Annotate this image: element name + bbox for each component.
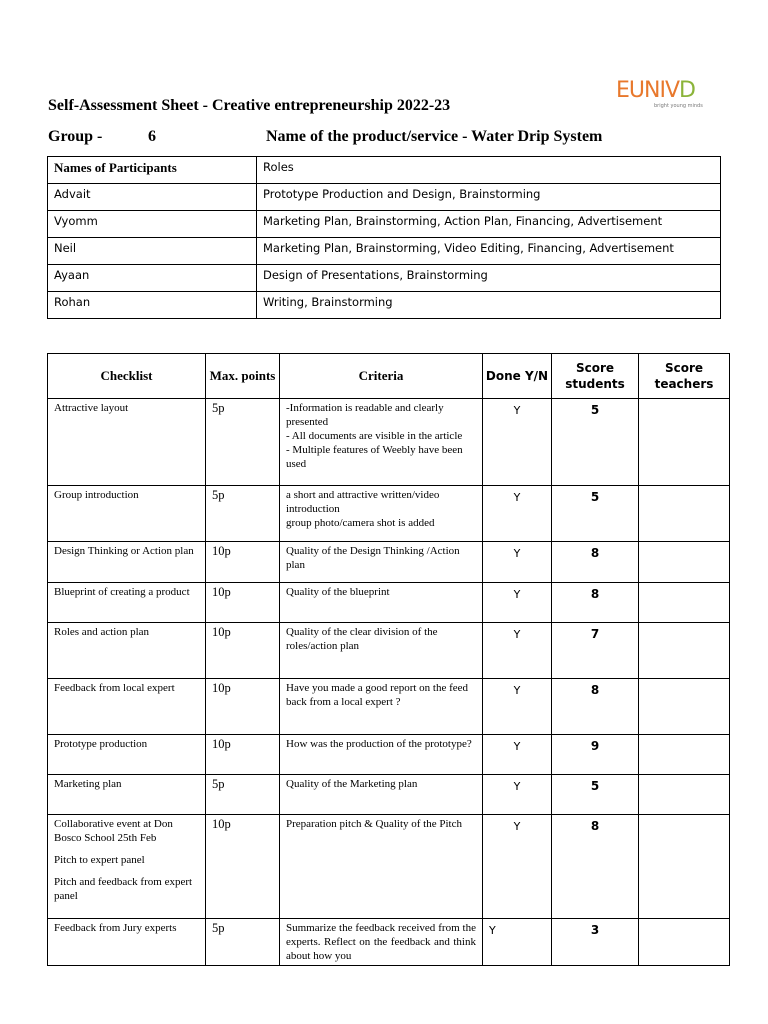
checklist-item [48, 679, 206, 735]
checklist-item-line: Group introduction [54, 489, 139, 501]
checklist-item [48, 399, 206, 486]
checklist-table [47, 353, 730, 966]
header-max-points: Max. points [206, 354, 280, 399]
done-cell: Y [483, 815, 552, 919]
participant-name: Neil [48, 238, 257, 265]
criteria-cell: Have you made a good report on the feed back from a local expert ? [280, 679, 483, 735]
score-teachers-cell[interactable] [639, 735, 730, 775]
max-points-cell: 10p [206, 623, 280, 679]
score-students-cell: 5 [552, 486, 639, 542]
criteria-cell: Summarize the feedback received from the experts. Reflect on the feedback and think about how you [280, 919, 483, 966]
done-cell: Y [483, 542, 552, 583]
max-points-cell: 10p [206, 583, 280, 623]
checklist-item-line: Design Thinking or Action plan [54, 545, 194, 557]
checklist-item-line: Pitch and feedback from expert panel [54, 876, 193, 902]
done-cell: Y [483, 399, 552, 486]
checklist-item [48, 775, 206, 815]
checklist-row [48, 735, 730, 775]
checklist-item-line: Feedback from local expert [54, 682, 175, 694]
checklist-item-line: Feedback from Jury experts [54, 922, 177, 934]
checklist-item-line: Prototype production [54, 738, 148, 750]
score-students-cell: 9 [552, 735, 639, 775]
score-students-cell: 8 [552, 542, 639, 583]
criteria-cell: How was the production of the prototype? [280, 735, 483, 775]
score-teachers-cell[interactable] [639, 542, 730, 583]
participant-roles: Writing, Brainstorming [257, 292, 721, 319]
product-name: Name of the product/service - Water Drip System [266, 128, 603, 145]
header-score-students: Score students [552, 354, 639, 399]
checklist-item-line: Attractive layout [54, 402, 129, 414]
score-teachers-cell[interactable] [639, 623, 730, 679]
max-points-cell: 5p [206, 486, 280, 542]
score-students-cell: 3 [552, 919, 639, 966]
criteria-cell: Quality of the Design Thinking /Action plan [280, 542, 483, 583]
participant-roles: Marketing Plan, Brainstorming, Video Editing, Financing, Advertisement [257, 238, 721, 265]
score-teachers-cell[interactable] [639, 399, 730, 486]
done-cell: Y [483, 775, 552, 815]
checklist-row [48, 679, 730, 735]
checklist-item [48, 815, 206, 919]
done-cell: Y [483, 486, 552, 542]
criteria-cell: -Information is readable and clearly presented - All documents are visible in the article - Multiple features of Weebly have been used [280, 399, 483, 486]
checklist-row [48, 623, 730, 679]
sheet-title: Self-Assessment Sheet - Creative entrepreneurship 2022-23 [48, 97, 451, 114]
checklist-item [48, 542, 206, 583]
group-line [48, 128, 728, 150]
checklist-item [48, 623, 206, 679]
participant-row [48, 184, 721, 211]
header-checklist: Checklist [48, 354, 206, 399]
max-points-cell: 10p [206, 815, 280, 919]
checklist-item [48, 919, 206, 966]
score-teachers-cell[interactable] [639, 815, 730, 919]
max-points-cell: 5p [206, 919, 280, 966]
participants-header-roles: Roles [257, 157, 721, 184]
score-teachers-cell[interactable] [639, 919, 730, 966]
euniwd-logo [612, 76, 722, 112]
checklist-item-line: Collaborative event at Don Bosco School 25th Feb [54, 818, 173, 844]
criteria-cell: Quality of the blueprint [280, 583, 483, 623]
score-students-cell: 8 [552, 679, 639, 735]
checklist-item-line: Pitch to expert panel [54, 854, 145, 866]
criteria-cell: Preparation pitch & Quality of the Pitch [280, 815, 483, 919]
checklist-item [48, 486, 206, 542]
checklist-row [48, 542, 730, 583]
participants-table [47, 156, 721, 319]
score-students-cell: 8 [552, 583, 639, 623]
checklist-item-line: Roles and action plan [54, 626, 150, 638]
score-students-cell: 8 [552, 815, 639, 919]
header-score-teachers: Score teachers [639, 354, 730, 399]
checklist-item [48, 735, 206, 775]
score-teachers-cell[interactable] [639, 775, 730, 815]
participant-row [48, 265, 721, 292]
done-cell: Y [483, 679, 552, 735]
score-students-cell: 5 [552, 775, 639, 815]
score-teachers-cell[interactable] [639, 486, 730, 542]
checklist-item [48, 583, 206, 623]
done-cell: Y [483, 735, 552, 775]
checklist-item-line: Blueprint of creating a product [54, 586, 190, 598]
criteria-cell: Quality of the Marketing plan [280, 775, 483, 815]
participants-header-names: Names of Participants [48, 157, 257, 184]
participant-name: Ayaan [48, 265, 257, 292]
participant-row [48, 211, 721, 238]
score-students-cell: 5 [552, 399, 639, 486]
done-cell: Y [483, 583, 552, 623]
header-done: Done Y/N [483, 354, 552, 399]
max-points-cell: 5p [206, 775, 280, 815]
done-cell: Y [483, 623, 552, 679]
group-number: 6 [148, 128, 156, 145]
participant-name: Vyomm [48, 211, 257, 238]
max-points-cell: 10p [206, 542, 280, 583]
participant-row [48, 238, 721, 265]
participant-row [48, 292, 721, 319]
checklist-row [48, 815, 730, 919]
participant-roles: Prototype Production and Design, Brainstorming [257, 184, 721, 211]
criteria-cell: a short and attractive written/video introduction group photo/camera shot is added [280, 486, 483, 542]
checklist-row [48, 919, 730, 966]
done-cell: Y [483, 919, 552, 966]
checklist-row [48, 486, 730, 542]
criteria-cell: Quality of the clear division of the roles/action plan [280, 623, 483, 679]
max-points-cell: 10p [206, 735, 280, 775]
checklist-header-row [48, 354, 730, 399]
checklist-row [48, 775, 730, 815]
participant-roles: Design of Presentations, Brainstorming [257, 265, 721, 292]
logo-wordmark: EUNIVD [616, 78, 695, 103]
max-points-cell: 10p [206, 679, 280, 735]
checklist-item-line: Marketing plan [54, 778, 122, 790]
participant-name: Rohan [48, 292, 257, 319]
score-students-cell: 7 [552, 623, 639, 679]
header-criteria: Criteria [280, 354, 483, 399]
participants-header-row [48, 157, 721, 184]
participant-name: Advait [48, 184, 257, 211]
max-points-cell: 5p [206, 399, 280, 486]
group-label: Group - [48, 128, 103, 145]
participant-roles: Marketing Plan, Brainstorming, Action Plan, Financing, Advertisement [257, 211, 721, 238]
score-teachers-cell[interactable] [639, 583, 730, 623]
checklist-row [48, 399, 730, 486]
logo-tagline: bright young minds [654, 103, 703, 109]
checklist-row [48, 583, 730, 623]
score-teachers-cell[interactable] [639, 679, 730, 735]
